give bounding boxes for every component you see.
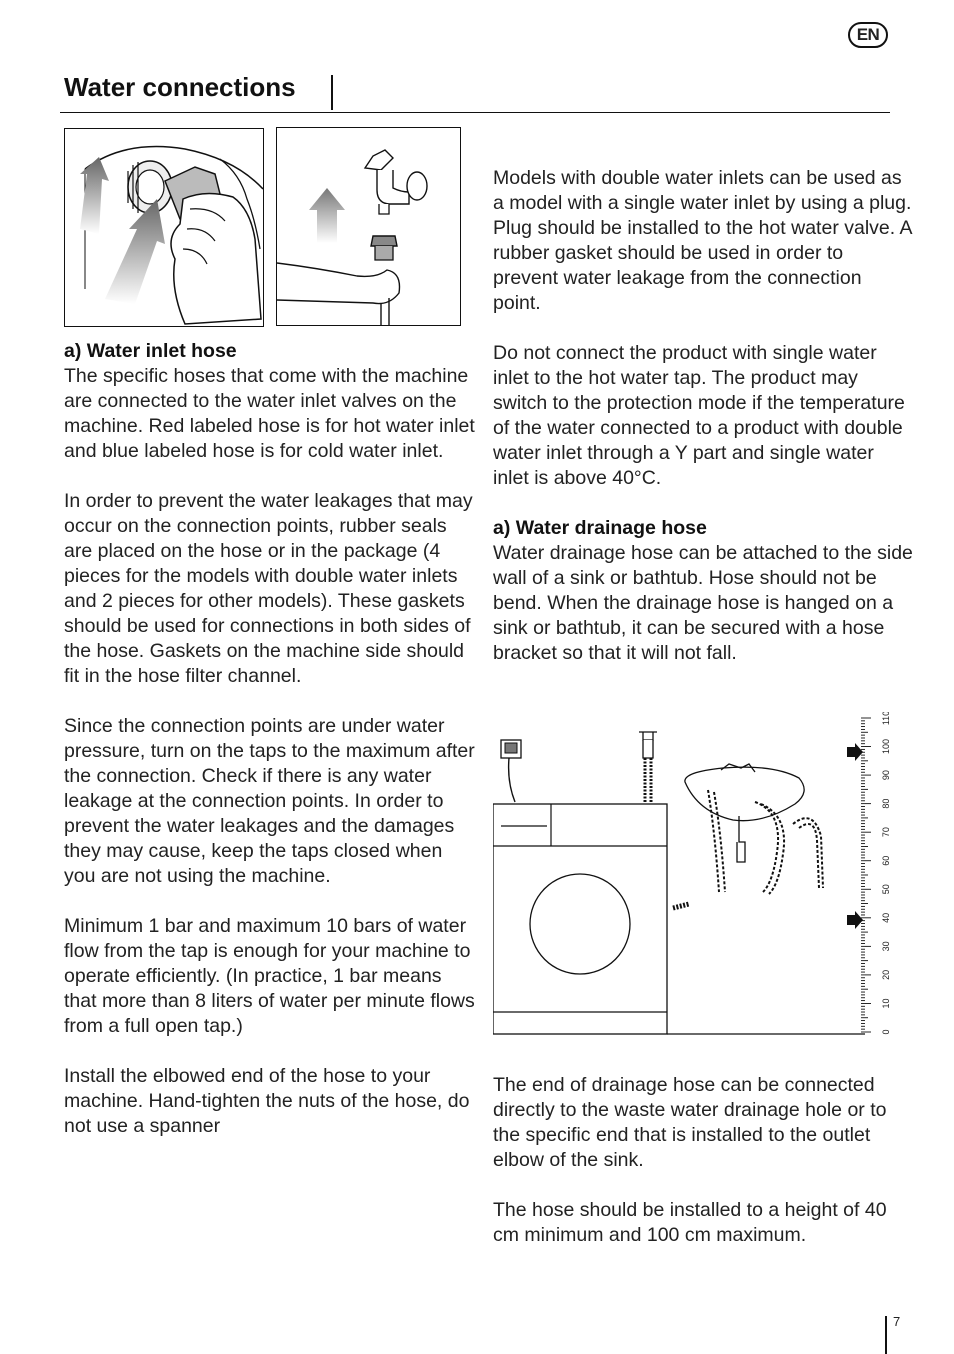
drainage-height-paragraph: The hose should be installed to a height of 40 cm minimum and 100 cm maximum. [493, 1199, 887, 1246]
inlet-hose-paragraph-4: Minimum 1 bar and maximum 10 bars of water flow from the tap is enough for your machine to operate efficiently. (In practice, 1 bar means that more than 8 liters of water per minute flows from a full open tap.) [64, 915, 475, 1037]
ruler-label: 80 [881, 798, 891, 809]
left-column [64, 339, 479, 1139]
height-ruler [861, 718, 871, 1032]
page-title: Water connections [64, 72, 296, 102]
page-number: 7 [893, 1314, 901, 1329]
inlet-hose-paragraph-3: Since the connection points are under water pressure, turn on the taps to the maximum after the connection. Check if there is any water leakage at the connection points. In order to prevent the water leakages and the damages they may cause, keep the taps closed when you are not using the machine. [64, 715, 475, 887]
right-column-bottom [493, 1073, 913, 1248]
inlet-hose-paragraph-1: The specific hoses that come with the machine are connected to the water inlet valves on the machine. Red labeled hose is for hot water inlet and blue labeled hose is for cold water inlet. [64, 365, 475, 462]
header-rule [60, 112, 890, 113]
height-ruler-labels [881, 712, 891, 1035]
title-divider [331, 75, 333, 110]
figure-drainage-diagram [493, 712, 895, 1040]
ruler-label: 40 [881, 912, 891, 923]
ruler-label: 50 [881, 884, 891, 895]
drainage-illustration [493, 712, 895, 1040]
inlet-hose-heading: a) Water inlet hose [64, 340, 237, 362]
ruler-label: 100 [881, 739, 891, 755]
drainage-end-paragraph: The end of drainage hose can be connected directly to the waste water drainage hole or to the specific end that is installed to the outlet elbow of the sink. [493, 1074, 887, 1171]
tap-connection-illustration [277, 128, 460, 325]
language-badge: EN [848, 22, 888, 48]
footer-divider [885, 1316, 887, 1354]
drainage-hose-paragraph: Water drainage hose can be attached to the side wall of a sink or bathtub. Hose should not be bend. When the drainage hose is hanged on a sink or bathtub, it can be secured with a hose bracket so that it will not fall. [493, 542, 913, 664]
right-column-top [493, 166, 913, 666]
figure-inlet-valve-connection [64, 128, 264, 327]
ruler-label: 30 [881, 941, 891, 952]
double-inlet-paragraph: Models with double water inlets can be used as a model with a single water inlet by using a plug. Plug should be installed to the hot water valve. A rubber gasket should be used in order to prevent water leakage from the connection point. [493, 167, 912, 314]
ruler-label: 10 [881, 998, 891, 1009]
figure-tap-connection [276, 127, 461, 326]
inlet-hose-paragraph-5: Install the elbowed end of the hose to your machine. Hand-tighten the nuts of the hose, do not use a spanner [64, 1065, 470, 1137]
inlet-valve-illustration [65, 129, 263, 326]
inlet-hose-paragraph-2: In order to prevent the water leakages that may occur on the connection points, rubber seals are placed on the hose or in the package (4 pieces for the models with double water inlets and 2 pieces for other models). These gaskets should be used for connections in both sides of the hose. Gaskets on the machine side should fit in the hose filter channel. [64, 490, 473, 687]
ruler-label: 0 [881, 1029, 891, 1035]
ruler-label: 110 [881, 712, 891, 726]
ruler-label: 70 [881, 827, 891, 838]
drainage-hose-heading: a) Water drainage hose [493, 517, 707, 539]
single-inlet-warning-paragraph: Do not connect the product with single water inlet to the hot water tap. The product may switch to the protection mode if the temperature of the water connected to a product with double water inlet through a Y part and single water inlet is above 40°C. [493, 342, 905, 489]
ruler-label: 90 [881, 770, 891, 781]
ruler-label: 60 [881, 855, 891, 866]
ruler-label: 20 [881, 969, 891, 980]
